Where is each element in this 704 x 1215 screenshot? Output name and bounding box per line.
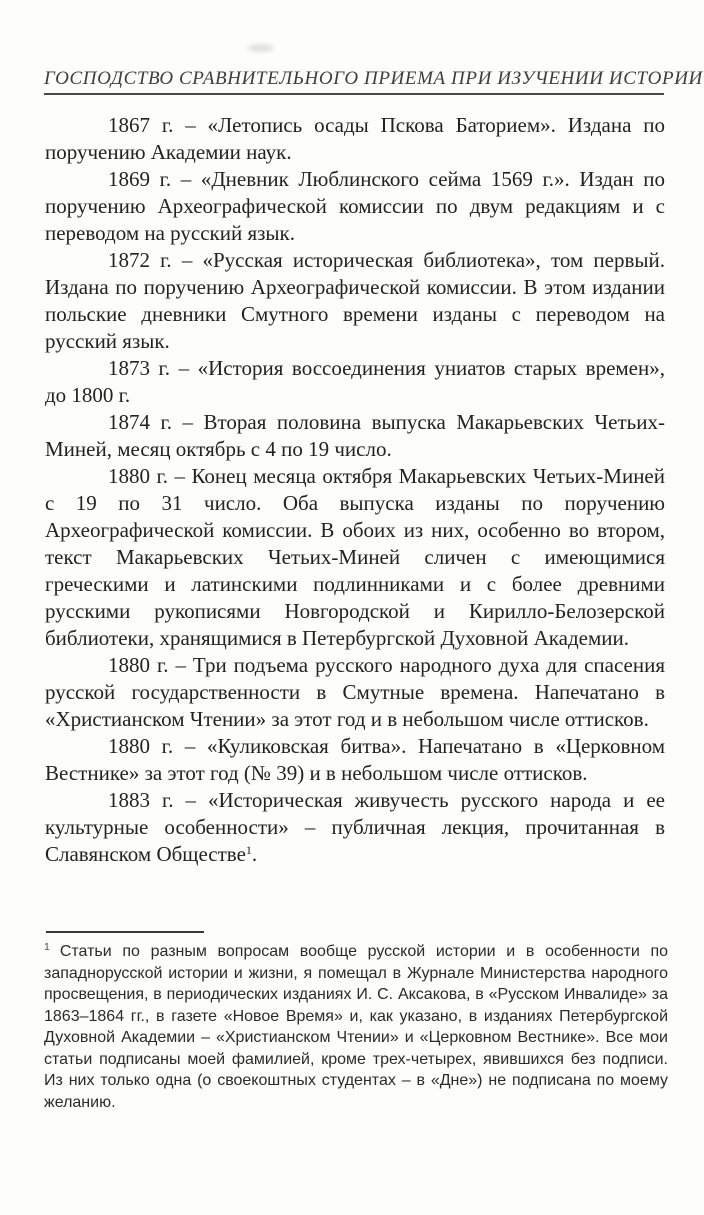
- paragraph-1880-oct: 1880 г. – Конец месяца октября Макарьевских Четьих-Миней с 19 по 31 число. Оба выпуска изданы по поручению Археографической комиссии. В обоих из них, особенно во втором, текст Макарьевских Четьих-Миней сличен с имеющимися греческими и латинскими подлинниками и с более древними русскими рукописями Новгородской и Кирилло-Белозерской библиотеки, хранящимися в Петербургской Духовной Академии.: [45, 464, 665, 650]
- paragraph-1867: 1867 г. – «Летопись осады Пскова Баторием». Издана по поручению Академии наук.: [45, 113, 665, 164]
- paragraph-1880-tri-podema: 1880 г. – Три подъема русского народного духа для спасения русской государственности в Смутные времена. Напечатано в «Христианском Чтении» за этот год и в небольшом числе оттисков.: [45, 653, 665, 731]
- paragraph-1883: [45, 787, 665, 868]
- paragraph-1872: 1872 г. – «Русская историческая библиотека», том первый. Издана по поручению Археографической комиссии. В этом издании польские дневники Смутного времени изданы с переводом на русский язык.: [45, 248, 665, 353]
- footnote-rule: [46, 931, 204, 933]
- paragraph-1873: 1873 г. – «История воссоединения униатов старых времен», до 1800 г.: [45, 356, 665, 407]
- footnote-number: 1: [44, 941, 50, 953]
- paragraph-1869: 1869 г. – «Дневник Люблинского сейма 1569 г.». Издан по поручению Археографической комиссии по двум редакциям и с переводом на русский язык.: [45, 167, 665, 245]
- paragraph-1883-suffix: .: [251, 842, 258, 866]
- footnote-text: Статьи по разным вопросам вообще русской истории и в особенности по западнорусской истории и жизни, я помещал в Журнале Министерства народного просвещения, в периодических изданиях И. С. Аксакова, в «Русском Инвалиде» за 1863–1864 гг., в газете «Новое Время» и, как указано, в изданиях Петербургской Духовной Академии – «Христианском Чтении» и «Церковном Вестнике». Все мои статьи подписаны моей фамилией, кроме трех-четырех, явившихся без подписи. Из них только одна (о своекоштных студентах – в «Дне») не подписана по моему желанию.: [44, 943, 668, 1111]
- paragraph-1880-kulikovskaya: 1880 г. – «Куликовская битва». Напечатано в «Церковном Вестнике» за этот год (№ 39) и в небольшом числе оттисков.: [45, 734, 665, 785]
- paragraph-1883-text: 1883 г. – «Историческая живучесть русского народа и ее культурные особенности» – публичная лекция, прочитанная в Славянском Обществе: [45, 788, 665, 866]
- footnote-block: [44, 941, 668, 1113]
- page-body: [45, 112, 665, 924]
- scan-smudge: [248, 44, 274, 52]
- running-header-title: ГОСПОДСТВО СРАВНИТЕЛЬНОГО ПРИЕМА ПРИ ИЗУЧЕНИИ ИСТОРИИ: [44, 68, 664, 95]
- paragraph-1874: 1874 г. – Вторая половина выпуска Макарьевских Четьих-Миней, месяц октябрь с 4 по 19 число.: [45, 410, 665, 461]
- footnote-reference-mark: 1: [245, 843, 252, 857]
